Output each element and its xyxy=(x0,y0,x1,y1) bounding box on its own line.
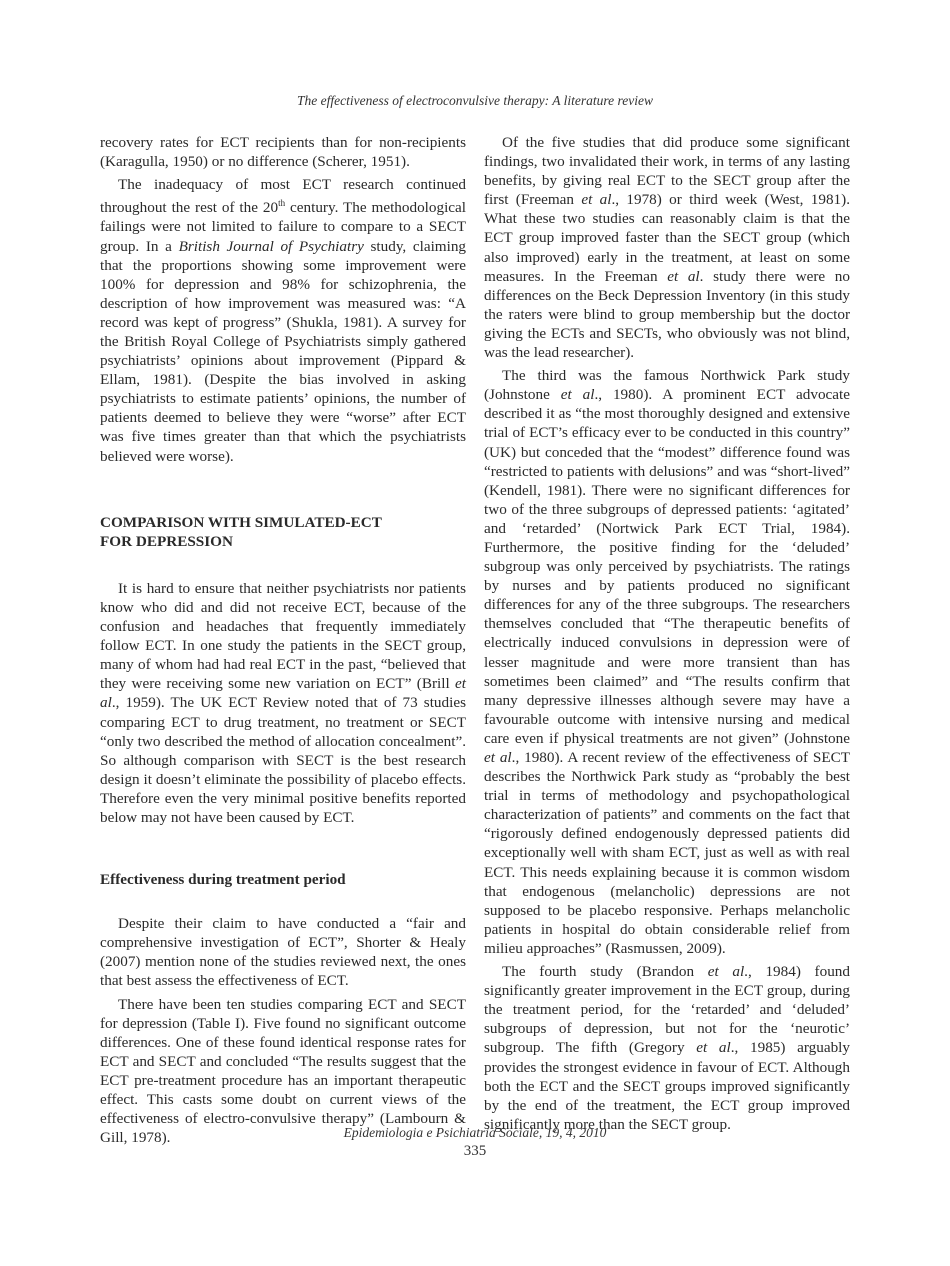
paragraph: The third was the famous Northwick Park study (Johnstone et al., 1980). A prominent ECT advocate described it as “the most thoroughly designed and extensive trial of ECT’s efficacy ever to be conducted in this country” (UK) but conceded that the “modest” difference found was “restricted to patients with delusions” and was “short-lived” (Kendell, 1981). There were no significant differences for two of the three subgroups of depressed patients: ‘agitated’ and ‘retarded’ (Nortwick Park ECT Trial, 1984). Furthermore, the positive finding for the ‘deluded’ subgroup was only perceived by psychiatrists. The ratings by nurses and by patients produced no significant differences for any of the three subgroups. The researchers themselves concluded that “The therapeutic benefits of electrically induced convulsions in depression were of lesser magnitude and were more transient than has sometimes been claimed” and “The results confirm that many depressive illnesses although severe may have a favourable outcome with intensive nursing and medical care even if physical treatments are not given” (Johnstone et al., 1980). A recent review of the effectiveness of SECT describes the Northwick Park study as “probably the best trial in terms of methodology and psychopathological characterization of patients” and comments on the fact that “rigorously defined endogenously depressed patients did exceptionally well with sham ECT, just as well as with real ECT. This needs explaining because it is common wisdom that endogenous (melancholic) depressions are not supposed to be placebo responsive. Perhaps melancholic patients in hospital do obtain considerable relief from milieu approaches” (Rasmussen, 2009). xyxy=(484,367,850,957)
footer-journal-citation: Epidemiologia e Psichiatria Sociale, 19, 4, 2010 xyxy=(343,1125,607,1140)
page-number: 335 xyxy=(463,1143,487,1159)
paragraph: The inadequacy of most ECT research continued throughout the rest of the 20th century. The methodological failings were not limited to failure to compare to a SECT group. In a British Journal of Psychiatry study, claiming that the proportions showing some improvement were 100% for depression and 98% for schizophrenia, the description of how improvement was measured was: “A record was kept of progress” (Shukla, 1981). A survey for the British Royal College of Psychiatrists simply gathered psychiatrists’ opinions about improvement (Pippard & Ellam, 1981). (Despite the bias involved in asking psychiatrists to estimate patients’ opinions, the number of patients deemed to believe they were “worse” after ECT was five times greater than that which the psychiatrists believed were worse). xyxy=(100,176,467,465)
paragraph: There have been ten studies comparing ECT and SECT for depression (Table I). Five found no significant outcome differences. One of these found identical response rates for ECT and SECT and concluded “The results suggest that the ECT pre-treatment procedure has an important therapeutic effect. This casts some doubt on current views of the effectiveness of electro-convulsive therapy” (Lambourn & Gill, 1978). xyxy=(100,995,466,1147)
paragraph: The fourth study (Brandon et al., 1984) found significantly greater improvement in the ECT group, during the treatment period, for the ‘retarded’ and ‘deluded’ subgroups of depression, but not for the ‘neurotic’ subgroup. The fifth (Gregory et al., 1985) arguably provides the strongest evidence in favour of ECT. Although both the ECT and the SECT groups improved significantly by the end of the treatment, the ECT group improved significantly more than the SECT group. xyxy=(484,963,850,1133)
paragraph: Despite their claim to have conducted a “fair and comprehensive investigation of ECT”, Shorter & Healy (2007) mention none of the studies reviewed next, the ones that best assess the effectiveness of ECT. xyxy=(100,915,466,990)
paragraph: Of the five studies that did produce some significant findings, two invalidated their work, in terms of any lasting benefits, by giving real ECT to the SECT group after the first (Freeman et al., 1978) or third week (West, 1981). What these two studies can reasonably claim is that the ECT group improved faster than the SECT group (which also improved) early in the treatment, at least on some measures. In the Freeman et al. study there were no differences on the Beck Depression Inventory (in this study the raters were blind to group membership but the doctor giving the ECTs and SECTs, who obviously was not blind, was the lead researcher). xyxy=(484,134,850,362)
right-column xyxy=(484,133,850,1134)
paragraph: It is hard to ensure that neither psychiatrists nor patients know who did and did not receive ECT, because of the confusion and headaches that frequently immediately follow ECT. In one study the patients in the SECT group, many of whom had had real ECT in the past, “believed that they were receiving some new variation on ECT” (Brill et al., 1959). The UK ECT Review noted that of 73 studies comparing ECT to drug treatment, no treatment or SECT “only two described the method of allocation concealment”. So although comparison with SECT is the best research design it doesn’t eliminate the possibility of placebo effects. Therefore even the very minimal positive benefits reported below may not have been caused by ECT. xyxy=(100,579,466,826)
left-column xyxy=(100,133,466,1147)
paragraph: recovery rates for ECT recipients than for non-recipients (Karagulla, 1950) or no difference (Scherer, 1951). xyxy=(100,134,466,171)
section-heading: COMPARISON WITH SIMULATED-ECT FOR DEPRESSION xyxy=(100,513,382,550)
running-head: The effectiveness of electroconvulsive therapy: A literature review xyxy=(296,93,653,108)
subsection-heading: Effectiveness during treatment period xyxy=(100,871,346,889)
